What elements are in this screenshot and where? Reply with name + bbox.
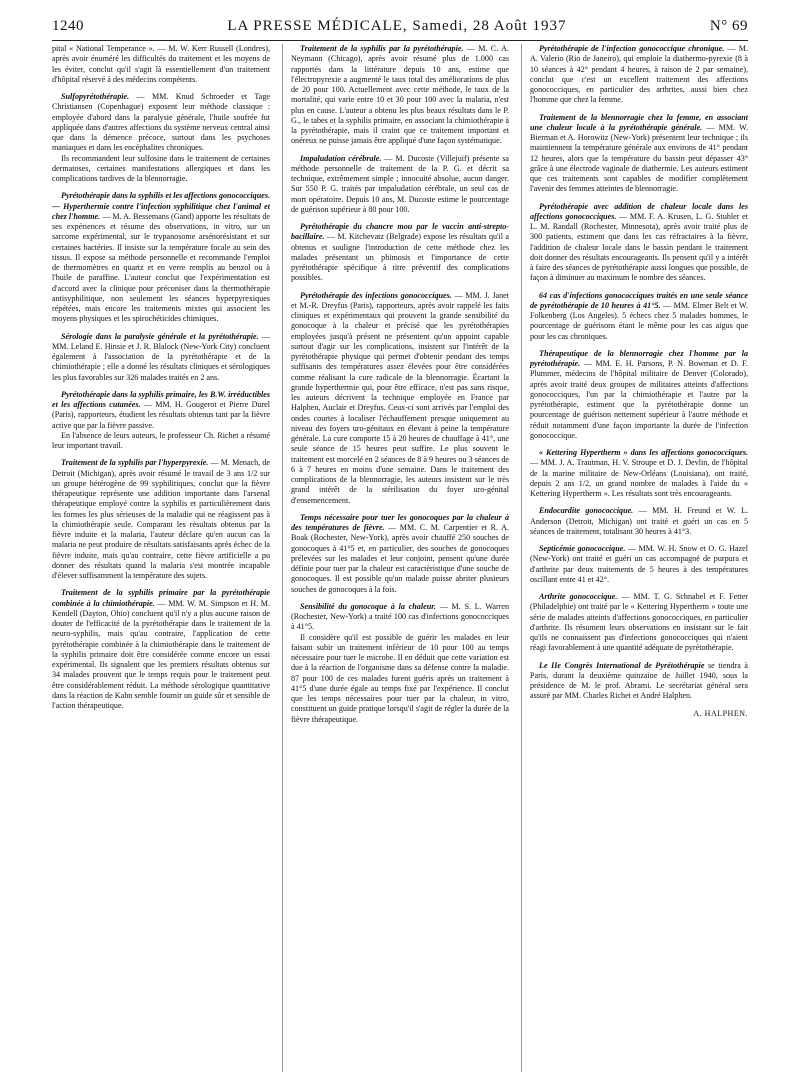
page-header — [52, 18, 748, 38]
header-rule — [52, 40, 748, 41]
article-heading: Impaludation cérébrale. — [300, 153, 382, 163]
article-heading: Temps nécessaire pour tuer les gonocoques par la chaleur à des températures de fièvre. — [291, 512, 509, 532]
article — [530, 661, 748, 702]
article-heading: Endocardite gonococcique. — [539, 506, 634, 516]
article-heading: Pyrétothérapie du chancre mou par le vaccin anti-strepto-bacillaire. — [291, 222, 509, 242]
article — [52, 390, 270, 452]
column-1 — [52, 44, 270, 1072]
article-heading: « Kettering Hypertherm » dans les affections gonococciques. — [539, 448, 748, 457]
article — [530, 506, 748, 537]
article-body: — MM. E. H. Parsons, P. N. Bowman et D. F. Plummer, médecins de l'hôpital militaire de Denver (Colorado), après avoir traité deux groupes de militaires atteints d'affections gonococciques, l'un par la chimiothérapie et l'autre par la pyrétothérapie, estiment que la pyrétothérapie donne un pourcentage de guérison nettement supérieur à l'autre méthode et réduit notamment d'une façon importante la durée de l'infection gonococcique. — [530, 359, 748, 440]
article-body: — M. S. L. Warren (Rochester, New-York) a traité 100 cas d'infections gonococciques à 41°5. — [291, 601, 509, 632]
article — [530, 544, 748, 585]
article — [291, 44, 509, 147]
column-2 — [282, 44, 509, 1072]
article-body: — MM. Knud Schroeder et Tage Christiansen (Copenhague) exposent leur méthode classique : employée d'abord dans la paralysie générale, l'huile soufrée fut appliquée dans d'autres affections du système nerveux central ainsi que dans la démence précoce, surtout dans les psychoses maniaques et dans les encéphalites chroniques. — [52, 92, 270, 153]
article-body: — MM. Leland E. Hinsie et J. R. Blalock (New-York City) concluent également à l'association de la pyrétothérapie et de la chimiothérapie ; elle a donné les résultats cliniques et sérologiques les plus favorables sur 326 malades traités en 2 ans. — [52, 331, 270, 382]
article-heading: Pyrétothérapie avec addition de chaleur locale dans les affections gonococciques. — [530, 201, 748, 221]
article-heading: Pyrétothérapie des infections gonococciques. — [300, 290, 452, 300]
article — [530, 291, 748, 342]
article-body: — MM. H. Gougerot et Pierre Durel (Paris), rapporteurs, étudient les résultats obtenus tant par la fièvre active que par la fièvre passive. — [52, 400, 270, 430]
article-body: — MM. H. Freund et W. L. Anderson (Detroit, Michigan) ont traité et guéri un cas en 5 séances de traitement, totalisant 30 heures à 41°3. — [530, 506, 748, 536]
article-heading: Traitement de la syphilis par l'hyperpyrexie. — [61, 458, 209, 468]
article-paragraph: Il considère qu'il est possible de guérir les malades en leur faisant subir un traitement inférieur de 10 pour 100 au temps nécessaire pour tuer le microbe. Il en déduit que cette variation est due à la réaction de l'organisme dans sa défense contre la maladie. 87 pour 100 de ces malades furent guéris après un traitement à 41°5 d'une durée égale au temps fixé par l'expérience. Il conclut que les temps nécessaires pour tuer par la chaleur, in vitro, constituent un guide pratique lorsqu'il s'agit de régler la durée de la fièvre thérapeutique. — [291, 632, 509, 724]
article — [291, 602, 509, 725]
article — [530, 44, 748, 106]
article-heading: Traitement de la syphilis par la pyrétothérapie. — [300, 44, 464, 53]
article — [530, 592, 748, 654]
article-body: se tiendra à Paris, durant la deuxième quinzaine de Juillet 1940, sous la présidence de M. le prof. Abrami. Le secrétariat général sera assuré par MM. Charles Richet et André Halphen. — [530, 660, 748, 701]
article — [52, 458, 270, 581]
article — [52, 588, 270, 711]
article-body: — M. Kitchevatz (Belgrade) expose les résultats qu'il a obtenus et souligne l'introduction de cette méthode chez les malades présentant un phimosis et l'importance de cette pyrétothérapie spécifique à titre préventif des complications possibles. — [291, 232, 509, 283]
article — [291, 291, 509, 506]
article-body: — MM. J. A. Trautman, H. V. Stroupe et D. J. Devlin, de l'hôpital de la marine militaire de New-Orléans (Louisiana), ont traité, depuis 2 ans 1/2, un grand nombre de malades à l'aide du « Kettering Hypertherm ». Les résultats sont très encourageants. — [530, 458, 748, 498]
column-3 — [521, 44, 748, 1072]
columns — [52, 44, 748, 1072]
article — [291, 154, 509, 216]
article — [52, 332, 270, 383]
article-heading: Arthrite gonococcique. — [539, 592, 618, 601]
article — [530, 448, 748, 499]
article-body: — MM. W. Bierman et A. Horowitz (New-York) présentent leur technique ; ils maintiennent la température générale aux environs de 41° pendant 12 heures, alors que la température du bassin peut dépasser 43° grâce à une électrode vaginale de diathermie. Les auteurs estiment que ces traitements sont capables de modifier complètement l'avenir des femmes atteintes de blennorragie. — [530, 122, 748, 194]
article-body: — MM. W. H. Snow et O. G. Hazel (New-York) ont traité et guéri un cas accompagné de purpura et d'arthrite par deux traitements de 5 heures à des températures oscillant entre 41 et 42°. — [530, 544, 748, 584]
article-body: — M. Menach, de Detroit (Michigan), après avoir résumé le travail de 3 ans 1/2 sur un groupe hétérogène de 99 syphilitiques, conclut que la fièvre thérapeutique représente une addition importante dans l'arsenal thérapeutique employé contre la syphilis et particulièrement dans les formes les plus sérieuses de la maladie qui ne réagissent pas à la chimiothérapie seule. Comparant les résultats obtenus par la fièvre induite et la malaria, l'auteur déclare qu'en aucun cas la malaria ne peut produire de résultats satisfaisants après échec de la fièvre induite, mais qu'au contraire, cette fièvre artificielle a pu donner des résultats quand la malaria s'est montrée incapable d'élever suffisamment la température des sujets. — [52, 458, 270, 580]
article-body: — MM. J. Janet et M.-R. Dreyfus (Paris), rapporteurs, après avoir rappelé les faits cliniques et expérimentaux qui prouvent la grande sensibilité du gonocoque à la chaleur et précisé que les pyrétothérapies employées jusqu'à présent ne présentent qu'un appoint capable surtout d'agir sur les complications, insistent sur l'intérêt de la pyrétothérapie physique qui permet d'obtenir pendant des temps suffisants des températures assez élevées pour être considérées comme réalisant la cure radicale de la blennorragie. Écartant la grande hyperthermie qui, pour être efficace, n'est pas sans risque, les auteurs décrivent la technique employée en France par Halphen, Auclair et Dreyfus. Ceux-ci sont arrivés par l'emploi des ondes courtes à localiser l'échauffement presque uniquement au niveau des foyers uro-génitaux en élevant à peine la température générale. La cure comporte 15 à 20 heures de chauffage à 41°, une seule séance de 15 heures peut suffire. Le plus souvent le traitement est morcelé en 2 séances de 8 à 9 heures ou 3 séances de 6 à 7 heures en moins d'une semaine. Dans le traitement des complications de la blennorragie, les auteurs insistent sur le très grand intérêt de la stérilisation du foyer uro-génital d'ensemencement. — [291, 290, 509, 505]
article-heading: Traitement de la syphilis primaire par la pyrétothérapie combinée à la chimiothérapie. — [52, 588, 270, 608]
article-heading: Pyrétothérapie dans la syphilis primaire, les B.W. irréductibles et les affections cutanées. — [52, 389, 270, 409]
article-heading: Septicémie gonococcique. — [539, 544, 626, 553]
article-heading: Sulfopyrétothérapie. — [61, 92, 130, 101]
page-number: 1240 — [52, 18, 84, 34]
article-heading: 64 cas d'infections gonococciques traités en une seule séance de pyrétothérapie de 10 heures à 41°5. — [530, 290, 748, 310]
article — [530, 349, 748, 441]
article-paragraph: Ils recommandent leur sulfosine dans le traitement de certaines dermatoses, certaines manifestations allergiques et dans les complications tardives de la blennorragie. — [52, 153, 270, 183]
article-body: — MM. F. A. Krusen, L. G. Stuhler et L. M. Randall (Rochester, Minnesota), après avoir traité plus de 300 patients, estiment que dans les cas réfractaires à la fièvre, l'addition de chaleur locale dans le bassin pendant le traitement doit donner des résultats encourageants. Ils pensent qu'il y a intérêt à faire des séances de pyrétothérapie aussi longues que possible, de façon à diminuer au maximum le nombre des séances. — [530, 211, 748, 283]
article-heading: Sensibilité du gonocoque à la chaleur. — [300, 601, 436, 611]
article-heading: Thérapeutique de la blennorragie chez l'homme par la pyrétothérapie. — [530, 348, 748, 368]
article-heading: Sérologie dans la paralysie générale et la pyrétothérapie. — [61, 331, 259, 341]
issue-number: N° 69 — [709, 18, 748, 34]
article-body: — MM. W. M. Simpson et H. M. Kendell (Dayton, Ohio) concluent qu'il n'y a plus aucune raison de douter de l'efficacité de la pyrétothérapie dans le traitement de la neuro-syphilis, mais qu'au contraire, l'application de cette pyrétothérapie combinée à la chimiothérapie dans le traitement de la syphilis primaire doit être considérée comme encore un essai expérimental. Ils signalent que les premiers résultats obtenus sur 34 malades prouvent que le temps requis pour le traitement peut être considérablement réduit. La méthode sérologique quantitative dans la réaction de Kahn semble fournir un guide sûr et sensible de l'action thérapeutique. — [52, 598, 270, 710]
article-body: — M. C. A. Neymann (Chicago), après avoir résumé plus de 1.000 cas rapportés dans la littérature depuis 10 ans, estime que l'électropyrexie a augmenté le taux total des améliorations de plus de 20 pour 100. Actuellement avec cette méthode, le taux de la mortalité, qui varie entre 10 et 30 pour 100 avec la malaria, n'est plus en cause. L'auteur a obtenu les plus beaux résultats dans le P. G., le tabes et la syphilis primaire, en associant la chimiothérapie à la pyrétothérapie, mais il craint que ce traitement important et onéreux ne puisse jamais être appliqué d'une façon systématique. — [291, 44, 509, 146]
article-heading: Le IIe Congrès International de Pyrétothérapie — [539, 660, 705, 670]
article-heading: Pyrétothérapie de l'infection gonococcique chronique. — [539, 44, 725, 53]
article — [291, 222, 509, 284]
article — [52, 92, 270, 184]
article-body: — MM. Elmer Belt et W. Folkenberg (Los Angeles). 5 échecs chez 5 malades hommes, le pourcentage de guérisons étant le même pour les cas aigus que pour les cas chroniques. — [530, 300, 748, 341]
article — [291, 513, 509, 595]
article-paragraph: En l'absence de leurs auteurs, le professeur Ch. Richet a résumé leur important travail. — [52, 430, 270, 450]
article — [52, 44, 270, 85]
article — [530, 202, 748, 284]
article-body: pital « National Temperance ». — M. W. Kerr Russell (Londres), après avoir énuméré les difficultés du traitement et les moyens de les éviter, conclut qu'il s'agit là essentiellement d'un traitement d'hôpital réservé à des médecins compétents. — [52, 44, 270, 84]
article-heading: Traitement de la blennorragie chez la femme, en associant une chaleur locale à la pyrétothérapie générale. — [530, 112, 748, 132]
journal-title: LA PRESSE MÉDICALE, Samedi, 28 Août 1937 — [227, 18, 567, 34]
article — [52, 191, 270, 324]
author-signature: A. HALPHEN. — [693, 708, 748, 718]
article-body: — M. A. Valerio (Rio de Janeiro), qui emploie la diathermo-pyrexie (8 à 10 séances à 42° pendant 4 heures, à raison de 2 par semaine), conclut que c'est un excellent traitement des affections gonococciques, en particulier des arthrites, aussi bien chez l'homme que chez la femme. — [530, 44, 748, 105]
article-body: — M. A. Bessemans (Gand) apporte les résultats de ses expériences et résume des observations, in vitro, sur un sarcome expérimental, sur le trypanosome arsénorésistant et sur certaines bactéries. Il insiste sur la température focale au sein des tissus. Il expose sa méthode personnelle et recommande l'emploi de thermomètres en quartz et en verre remplis au benzol ou à l'huile de paraffine. L'auteur conclut que l'expérimentation est d'accord avec la clinique pour préconiser dans la thermothérapie antisyphilitique, non seulement les séances hyperpyrexiques répétées, mais encore les traitements mixtes qui associent les moyens physiques et les spirochéticides chimiques. — [52, 211, 270, 324]
article-body: — MM. C. M. Carpentier et R. A. Boak (Rochester, New-York), après avoir chauffé 250 souches de gonocoques à 41°5 et, en particulier, des souches de gonocoques prélevées sur les malades et leur conjoint, pensent qu'une durée définie pour tuer par la chaleur est caractéristique d'une souche de gonocoques. Il est possible qu'un malade puisse abriter plusieurs souches de gonocoques à la fois. — [291, 523, 509, 594]
article-body: — MM. T. G. Schnabel et F. Fetter (Philadelphie) ont traité par le « Kettering Hypertherm » toute une série de malades atteints d'affections gonococciques, en particulier d'arthrite. Ils résument leurs observations en insistant sur le fait qu'ils ne connaissent pas d'infections gonococciques qui n'aient réagi favorablement à une quantité adéquate de pyrétothérapie. — [530, 592, 748, 653]
article — [530, 113, 748, 195]
article-heading: Pyrétothérapie dans la syphilis et les affections gonococciques. — Hyperthermie contre l'infection syphilitique chez l'animal et chez l'homme. — [52, 191, 270, 221]
article-body: — M. Ducoste (Villejuif) présente sa méthode personnelle de traitement de la P. G. et décrit sa technique, extrêmement simple ; innocuité absolue, aucun danger. Sur 550 P. G. traités par impaludation cérébrale, un seul cas de mort opératoire. Depuis 10 ans, M. Ducoste estime le pourcentage de guérison supérieur à 80 pour 100. — [291, 153, 509, 214]
